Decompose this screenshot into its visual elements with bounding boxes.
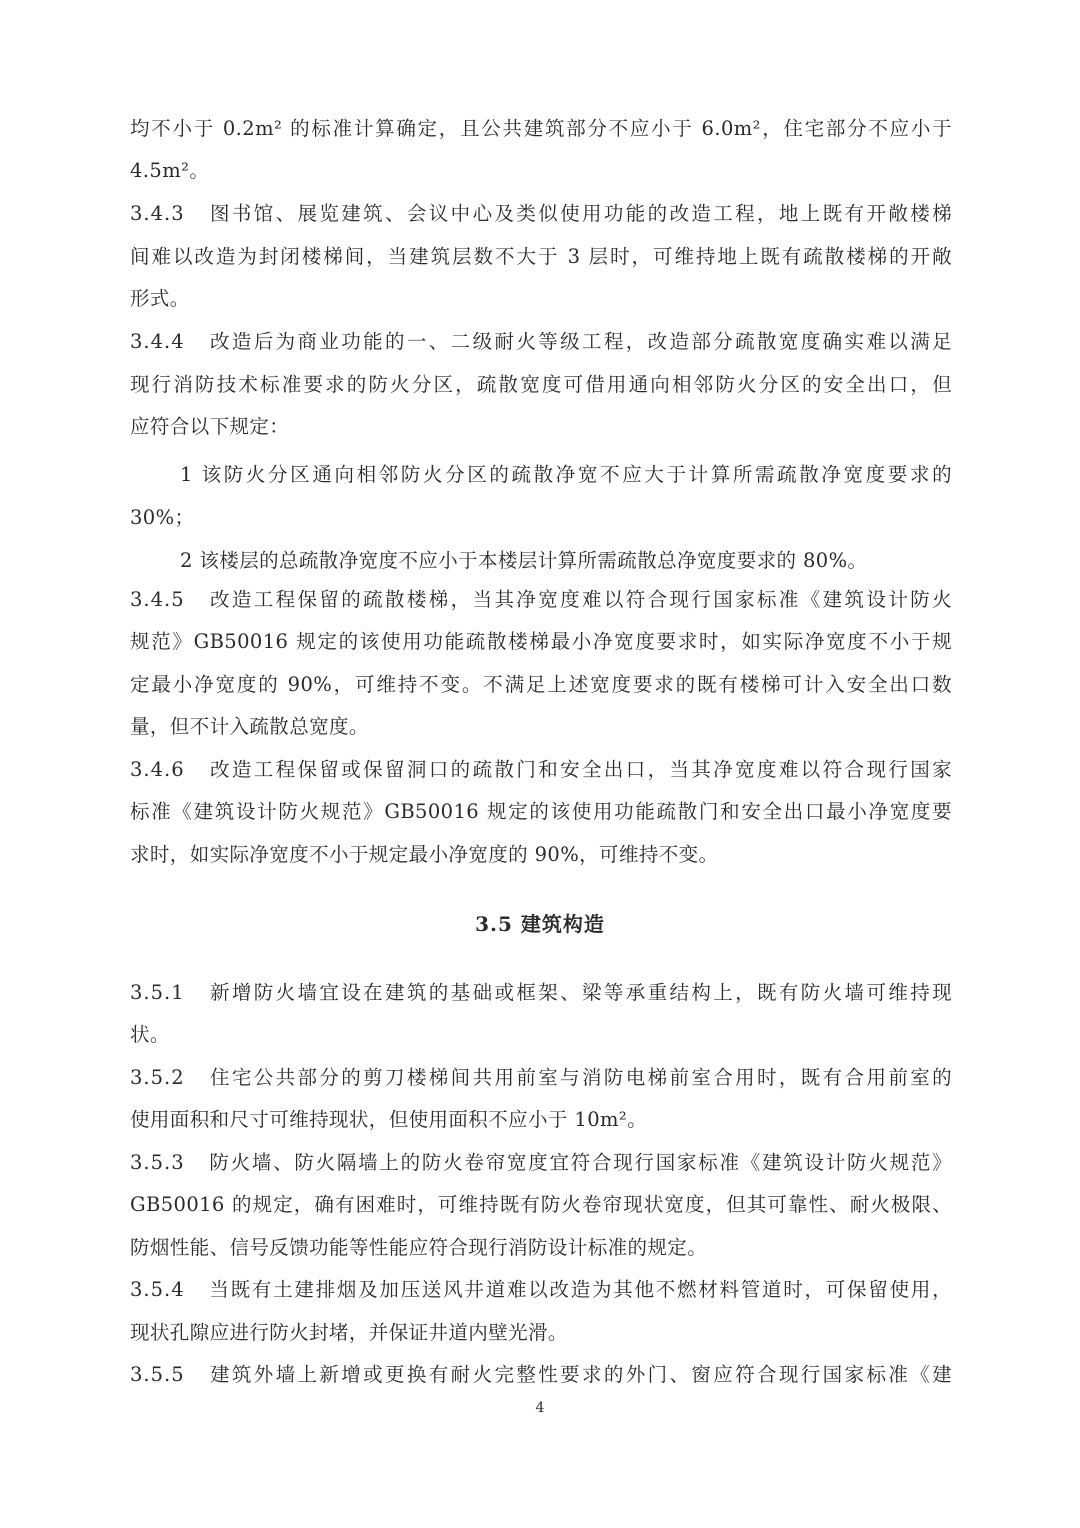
- clause-3-4-6: 3.4.6 改造工程保留或保留洞口的疏散门和安全出口，当其净宽度难以符合现行国家: [130, 756, 952, 784]
- text-line: 均不小于 0.2m² 的标准计算确定，且公共建筑部分不应小于 6.0m²，住宅部分不应小于: [130, 117, 952, 140]
- list-item-1: 1 该防火分区通向相邻防火分区的疏散净宽不应大于计算所需疏散净宽度要求的: [180, 463, 952, 486]
- text-line: 防烟性能、信号反馈功能等性能应符合现行消防设计标准的规定。: [130, 1236, 708, 1259]
- section-heading: 3.5 建筑构造: [475, 912, 605, 936]
- text-line: 标准《建筑设计防火规范》GB50016 规定的该使用功能疏散门和安全出口最小净宽度要: [130, 800, 952, 823]
- clause-3-5-1: 3.5.1 新增防火墙宜设在建筑的基础或框架、梁等承重结构上，既有防火墙可维持现: [130, 979, 952, 1007]
- text-line: 形式。: [130, 287, 190, 310]
- clause-number: 3.4.6: [130, 758, 185, 781]
- text-line: 现状孔隙应进行防火封堵，并保证井道内壁光滑。: [130, 1321, 568, 1344]
- clause-3-5-2: 3.5.2 住宅公共部分的剪刀楼梯间共用前室与消防电梯前室合用时，既有合用前室的: [130, 1064, 952, 1092]
- clause-3-5-5: 3.5.5 建筑外墙上新增或更换有耐火完整性要求的外门、窗应符合现行国家标准《建: [130, 1361, 952, 1389]
- text-line: 4.5m²。: [130, 159, 210, 182]
- text-line: 应符合以下规定：: [130, 415, 290, 438]
- clause-number: 3.5.1: [130, 981, 185, 1004]
- text-line: 量，但不计入疏散总宽度。: [130, 715, 369, 738]
- text-line: 求时，如实际净宽度不小于规定最小净宽度的 90%，可维持不变。: [130, 843, 719, 866]
- clause-3-4-5: 3.4.5 改造工程保留的疏散楼梯，当其净宽度难以符合现行国家标准《建筑设计防火: [130, 586, 952, 614]
- text-line: 规范》GB50016 规定的该使用功能疏散楼梯最小净宽度要求时，如实际净宽度不小于规: [130, 630, 952, 653]
- page-number: 4: [535, 1400, 545, 1416]
- clause-number: 3.5.4: [130, 1278, 185, 1301]
- clause-3-5-3: 3.5.3 防火墙、防火隔墙上的防火卷帘宽度宜符合现行国家标准《建筑设计防火规范》: [130, 1149, 952, 1177]
- text-line: 现行消防技术标准要求的防火分区，疏散宽度可借用通向相邻防火分区的安全出口，但: [130, 373, 952, 396]
- text-line: 定最小净宽度的 90%，可维持不变。不满足上述宽度要求的既有楼梯可计入安全出口数: [130, 673, 952, 696]
- clause-3-4-4: 3.4.4 改造后为商业功能的一、二级耐火等级工程，改造部分疏散宽度确实难以满足: [130, 328, 952, 356]
- clause-number: 3.4.3: [130, 202, 185, 225]
- clause-number: 3.5.2: [130, 1066, 185, 1089]
- text-line: 使用面积和尺寸可维持现状，但使用面积不应小于 10m²。: [130, 1108, 648, 1131]
- text-line: 状。: [130, 1023, 170, 1046]
- clause-number: 3.5.5: [130, 1363, 185, 1386]
- clause-number: 3.4.4: [130, 330, 185, 353]
- text-line: GB50016 的规定，确有困难时，可维持既有防火卷帘现状宽度，但其可靠性、耐火极限、: [130, 1193, 952, 1216]
- text-line: 间难以改造为封闭楼梯间，当建筑层数不大于 3 层时，可维持地上既有疏散楼梯的开敞: [130, 245, 952, 268]
- list-item-2: 2 该楼层的总疏散净宽度不应小于本楼层计算所需疏散总净宽度要求的 80%。: [180, 549, 868, 572]
- clause-3-4-3: 3.4.3 图书馆、展览建筑、会议中心及类似使用功能的改造工程，地上既有开敞楼梯: [130, 200, 952, 228]
- clause-3-5-4: 3.5.4 当既有土建排烟及加压送风井道难以改造为其他不燃材料管道时，可保留使用，: [130, 1276, 952, 1304]
- clause-number: 3.4.5: [130, 588, 185, 611]
- clause-number: 3.5.3: [130, 1151, 185, 1174]
- text-line: 30%；: [130, 506, 195, 529]
